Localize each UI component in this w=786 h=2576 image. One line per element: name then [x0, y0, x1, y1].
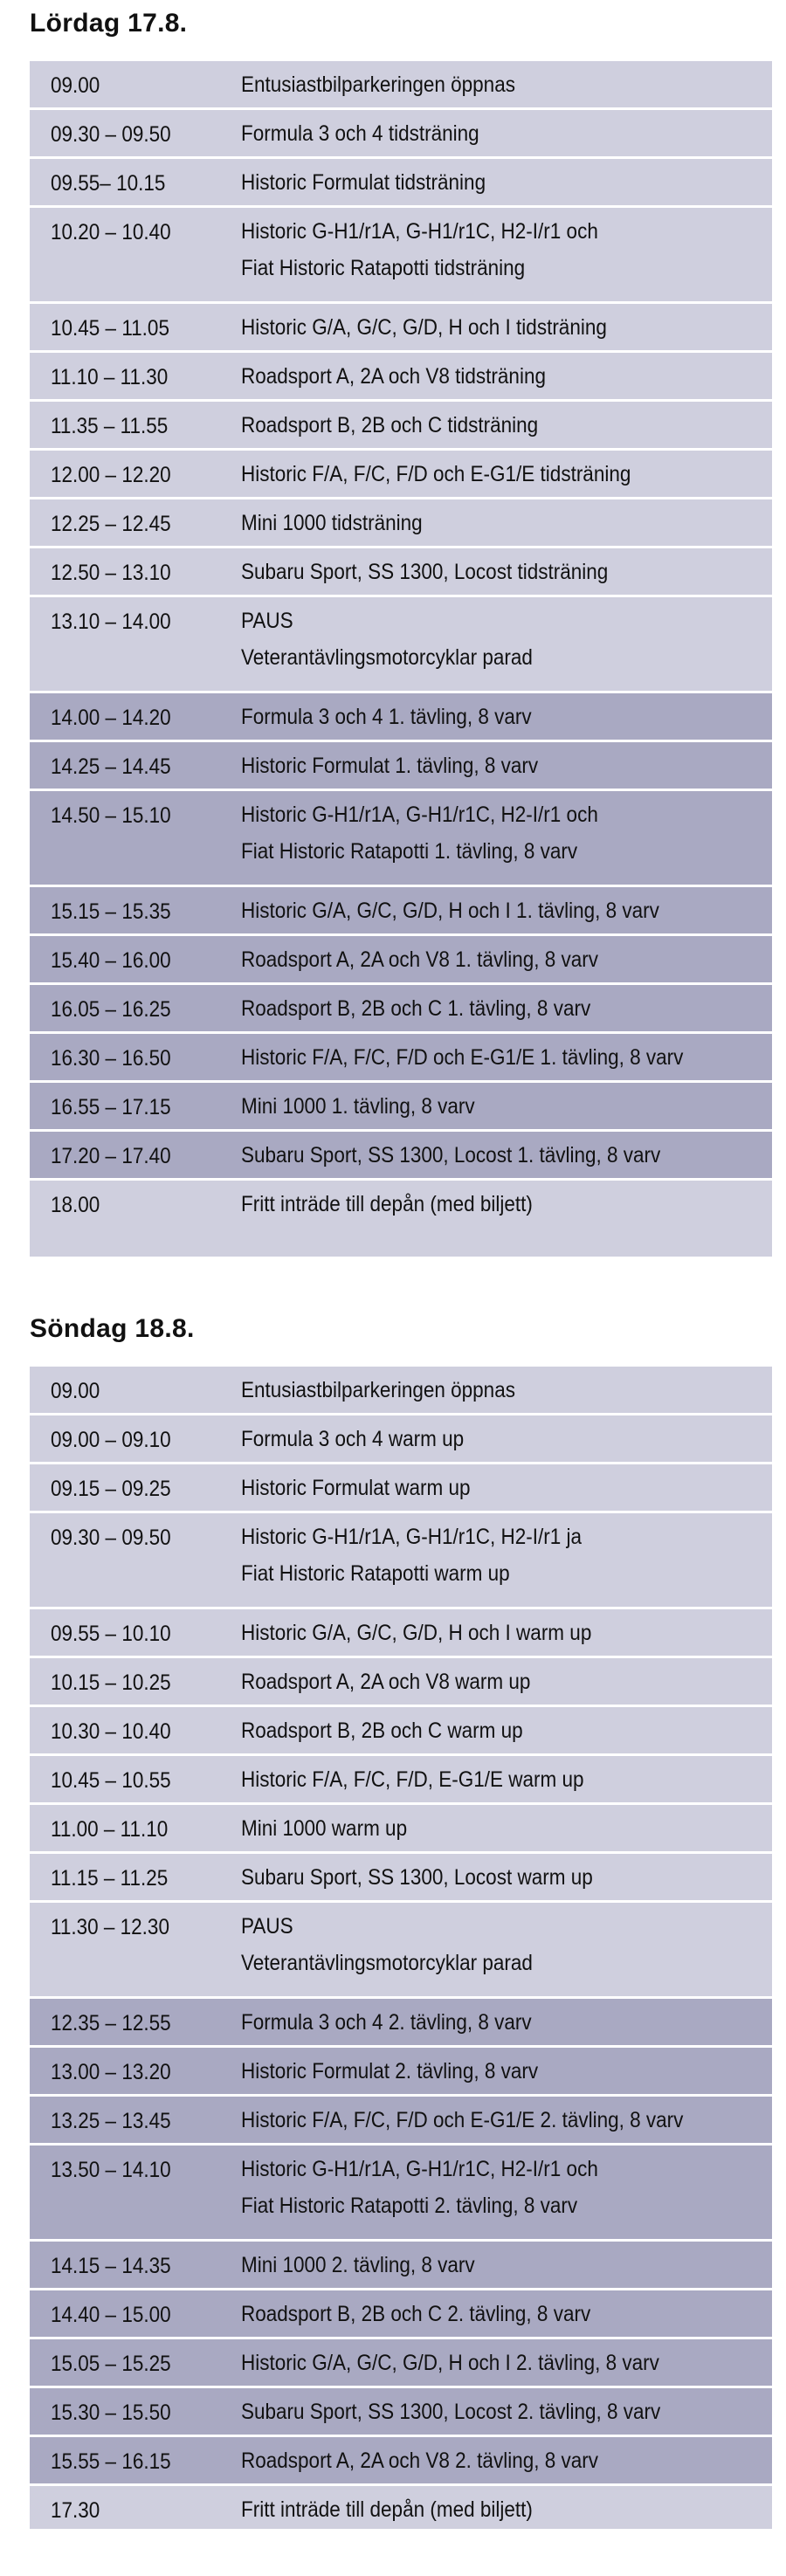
schedule-row: [30, 1083, 772, 1132]
schedule-row: [30, 742, 772, 791]
row-description-line: Historic G/A, G/C, G/D, H och I 2. tävling, 8 varv: [241, 2351, 659, 2375]
row-time: 14.15 – 14.35: [51, 2254, 171, 2278]
schedule-row: [30, 693, 772, 742]
schedule-row: [30, 1999, 772, 2048]
row-description: [241, 66, 515, 103]
row-description: [241, 309, 607, 346]
row-description-line: Mini 1000 1. tävling, 8 varv: [241, 1094, 475, 1119]
row-time: 12.00 – 12.20: [51, 463, 171, 487]
row-time: 13.50 – 14.10: [51, 2158, 171, 2182]
schedule-row: [30, 353, 772, 402]
row-description-line: Fritt inträde till depån (med biljett): [241, 1192, 533, 1216]
schedule-row: [30, 1903, 772, 1999]
row-description: [241, 699, 532, 735]
row-description-line: Historic Formulat tidsträning: [241, 170, 486, 195]
row-description: [241, 603, 533, 676]
row-description-line: Historic G/A, G/C, G/D, H och I 1. tävling, 8 varv: [241, 899, 659, 923]
schedule-row: [30, 1464, 772, 1513]
row-description-line: Formula 3 och 4 2. tävling, 8 varv: [241, 2010, 532, 2035]
row-description: [241, 2491, 533, 2528]
schedule-row: [30, 1415, 772, 1464]
row-time: 11.30 – 12.30: [51, 1915, 169, 1939]
row-description-line: Mini 1000 tidsträning: [241, 511, 423, 535]
schedule-row: [30, 1181, 772, 1259]
row-description-line: Fiat Historic Ratapotti 2. tävling, 8 varv: [241, 2194, 578, 2218]
row-description-line: Subaru Sport, SS 1300, Locost 2. tävling, 8 varv: [241, 2400, 661, 2424]
row-description-line: Historic Formulat 2. tävling, 8 varv: [241, 2059, 539, 2084]
row-description: [241, 1615, 591, 1651]
row-time: 16.05 – 16.25: [51, 997, 171, 1022]
row-time: 15.15 – 15.35: [51, 899, 171, 924]
schedule-row: [30, 1756, 772, 1805]
row-description-line: Entusiastbilparkeringen öppnas: [241, 72, 515, 97]
row-time: 14.25 – 14.45: [51, 754, 171, 779]
row-description-line: Formula 3 och 4 tidsträning: [241, 121, 479, 146]
row-description-line: Historic G-H1/r1A, G-H1/r1C, H2-I/r1 och: [241, 802, 598, 827]
row-description: [241, 164, 486, 201]
schedule-row: [30, 499, 772, 548]
row-time: 09.00: [51, 1379, 100, 1403]
row-time: 09.00 – 09.10: [51, 1428, 171, 1452]
row-time: 17.30: [51, 2498, 100, 2523]
row-description: [241, 1663, 530, 1700]
row-description: [241, 2296, 590, 2332]
row-description-line: Roadsport A, 2A och V8 tidsträning: [241, 364, 546, 389]
row-description: [241, 1859, 593, 1896]
row-description-line: Fritt inträde till depån (med biljett): [241, 2497, 533, 2522]
row-description: [241, 941, 598, 978]
row-time: 11.15 – 11.25: [51, 1866, 169, 1891]
row-time: 13.25 – 13.45: [51, 2109, 171, 2133]
row-description: [241, 2345, 659, 2381]
row-description: [241, 505, 423, 541]
schedule-row: [30, 2388, 772, 2437]
row-time: 12.35 – 12.55: [51, 2011, 171, 2035]
row-description: [241, 2151, 598, 2224]
row-description: [241, 358, 546, 395]
row-description-line: Roadsport A, 2A och V8 1. tävling, 8 varv: [241, 947, 598, 972]
row-description: [241, 456, 631, 492]
row-description: [241, 1519, 582, 1592]
row-description-line: Historic G-H1/r1A, G-H1/r1C, H2-I/r1 ja: [241, 1525, 583, 1549]
row-description-line: Mini 1000 warm up: [241, 1816, 408, 1841]
schedule-row: [30, 2097, 772, 2146]
row-time: 09.55 – 10.10: [51, 1622, 171, 1646]
row-time: 13.10 – 14.00: [51, 610, 171, 634]
row-description-line: Historic Formulat warm up: [241, 1476, 471, 1500]
row-time: 14.50 – 15.10: [51, 803, 171, 828]
row-time: 10.15 – 10.25: [51, 1670, 171, 1695]
schedule-row: [30, 2048, 772, 2097]
row-time: 12.50 – 13.10: [51, 561, 171, 585]
row-time: 10.45 – 11.05: [51, 316, 169, 341]
row-time: 16.55 – 17.15: [51, 1095, 171, 1119]
row-description-line: Historic Formulat 1. tävling, 8 varv: [241, 754, 539, 778]
row-time: 12.25 – 12.45: [51, 512, 171, 536]
row-description: [241, 2442, 598, 2479]
schedule-row: [30, 1854, 772, 1903]
schedule-row: [30, 451, 772, 499]
row-description-line: Subaru Sport, SS 1300, Locost 1. tävling, 8 varv: [241, 1143, 661, 1167]
row-description: [241, 1470, 471, 1506]
schedule-row: [30, 2146, 772, 2242]
schedule-sunday: [30, 1367, 772, 2531]
row-time: 09.15 – 09.25: [51, 1477, 171, 1501]
row-time: 13.00 – 13.20: [51, 2060, 171, 2084]
row-time: 17.20 – 17.40: [51, 1144, 171, 1168]
row-time: 15.05 – 15.25: [51, 2352, 171, 2376]
row-time: 14.40 – 15.00: [51, 2303, 171, 2327]
row-description: [241, 554, 608, 590]
row-time: 15.40 – 16.00: [51, 948, 171, 973]
row-description: [241, 407, 538, 444]
row-description-line: Fiat Historic Ratapotti tidsträning: [241, 256, 526, 280]
schedule-row: [30, 2290, 772, 2339]
schedule-row: [30, 2486, 772, 2531]
row-description-line: Formula 3 och 4 warm up: [241, 1427, 465, 1451]
row-description-line: Subaru Sport, SS 1300, Locost tidsträning: [241, 560, 609, 584]
schedule-saturday: [30, 61, 772, 1259]
row-description: [241, 796, 598, 870]
schedule-row: [30, 1367, 772, 1415]
row-description: [241, 2004, 532, 2041]
schedule-row: [30, 1132, 772, 1181]
row-description: [241, 1908, 533, 1981]
schedule-row: [30, 208, 772, 304]
schedule-row: [30, 1805, 772, 1854]
row-time: 18.00: [51, 1193, 100, 1217]
row-description-line: Roadsport B, 2B och C warm up: [241, 1718, 523, 1743]
schedule-row: [30, 548, 772, 597]
row-time: 11.00 – 11.10: [51, 1817, 169, 1842]
row-description-line: Veterantävlingsmotorcyklar parad: [241, 1951, 533, 1975]
row-description-line: Veterantävlingsmotorcyklar parad: [241, 645, 533, 670]
row-description: [241, 1039, 683, 1076]
row-description: [241, 1088, 475, 1125]
row-time: 09.30 – 09.50: [51, 1526, 171, 1550]
row-time: 10.30 – 10.40: [51, 1719, 171, 1744]
row-description: [241, 1421, 464, 1457]
schedule-row: [30, 61, 772, 110]
day-title-sunday: Söndag 18.8.: [30, 1314, 195, 1343]
row-description-line: Roadsport B, 2B och C 1. tävling, 8 varv: [241, 996, 591, 1021]
row-description-line: Mini 1000 2. tävling, 8 varv: [241, 2253, 475, 2277]
schedule-row: [30, 985, 772, 1034]
schedule-row: [30, 1609, 772, 1658]
row-description: [241, 1137, 660, 1174]
row-description: [241, 747, 538, 784]
row-time: 16.30 – 16.50: [51, 1046, 171, 1071]
row-description-line: Fiat Historic Ratapotti warm up: [241, 1561, 510, 1586]
row-time: 11.10 – 11.30: [51, 365, 169, 389]
row-description: [241, 1372, 515, 1409]
row-description-line: Historic F/A, F/C, F/D och E-G1/E tidsträning: [241, 462, 631, 486]
schedule-row: [30, 936, 772, 985]
schedule-row: [30, 2242, 772, 2290]
row-description: [241, 2102, 683, 2139]
schedule-row: [30, 304, 772, 353]
row-description-line: Historic G/A, G/C, G/D, H och I warm up: [241, 1621, 592, 1645]
schedule-row: [30, 887, 772, 936]
row-time: 10.45 – 10.55: [51, 1768, 171, 1793]
row-description-line: Subaru Sport, SS 1300, Locost warm up: [241, 1865, 593, 1890]
row-time: 14.00 – 14.20: [51, 706, 171, 730]
row-description-line: PAUS: [241, 1914, 293, 1939]
row-description-line: Entusiastbilparkeringen öppnas: [241, 1378, 515, 1402]
row-description: [241, 1761, 584, 1798]
row-description-line: PAUS: [241, 609, 293, 633]
row-description: [241, 2053, 538, 2090]
row-description-line: Historic G-H1/r1A, G-H1/r1C, H2-I/r1 och: [241, 2157, 598, 2181]
schedule-row: [30, 1513, 772, 1609]
row-description-line: Roadsport A, 2A och V8 2. tävling, 8 varv: [241, 2449, 598, 2473]
row-description: [241, 2393, 660, 2430]
row-description: [241, 213, 598, 286]
row-description: [241, 1810, 407, 1847]
row-description: [241, 990, 590, 1027]
schedule-row: [30, 159, 772, 208]
schedule-row: [30, 1034, 772, 1083]
row-time: 09.00: [51, 73, 100, 98]
row-time: 15.30 – 15.50: [51, 2400, 171, 2425]
day-title-saturday: Lördag 17.8.: [30, 9, 188, 38]
row-time: 10.20 – 10.40: [51, 220, 171, 245]
schedule-row: [30, 402, 772, 451]
row-description-line: Historic F/A, F/C, F/D och E-G1/E 2. tävling, 8 varv: [241, 2108, 684, 2132]
row-description: [241, 2247, 475, 2283]
row-description: [241, 892, 659, 929]
schedule-row: [30, 2437, 772, 2486]
row-description-line: Roadsport B, 2B och C 2. tävling, 8 varv: [241, 2302, 591, 2326]
row-description-line: Fiat Historic Ratapotti 1. tävling, 8 varv: [241, 839, 578, 864]
schedule-row: [30, 1658, 772, 1707]
row-time: 15.55 – 16.15: [51, 2449, 171, 2474]
row-time: 09.30 – 09.50: [51, 122, 171, 147]
row-time: 09.55– 10.15: [51, 171, 166, 196]
row-description-line: Roadsport B, 2B och C tidsträning: [241, 413, 539, 437]
schedule-row: [30, 597, 772, 693]
row-description: [241, 1712, 523, 1749]
row-description-line: Historic F/A, F/C, F/D, E-G1/E warm up: [241, 1767, 584, 1792]
row-description-line: Historic G-H1/r1A, G-H1/r1C, H2-I/r1 och: [241, 219, 598, 244]
row-description-line: Roadsport A, 2A och V8 warm up: [241, 1670, 531, 1694]
schedule-row: [30, 791, 772, 887]
schedule-row: [30, 110, 772, 159]
row-description: [241, 1186, 533, 1223]
row-description: [241, 115, 479, 152]
row-description-line: Formula 3 och 4 1. tävling, 8 varv: [241, 705, 532, 729]
schedule-row: [30, 2339, 772, 2388]
row-description-line: Historic F/A, F/C, F/D och E-G1/E 1. tävling, 8 varv: [241, 1045, 684, 1070]
row-description-line: Historic G/A, G/C, G/D, H och I tidsträning: [241, 315, 607, 340]
schedule-row: [30, 1707, 772, 1756]
row-time: 11.35 – 11.55: [51, 414, 169, 438]
